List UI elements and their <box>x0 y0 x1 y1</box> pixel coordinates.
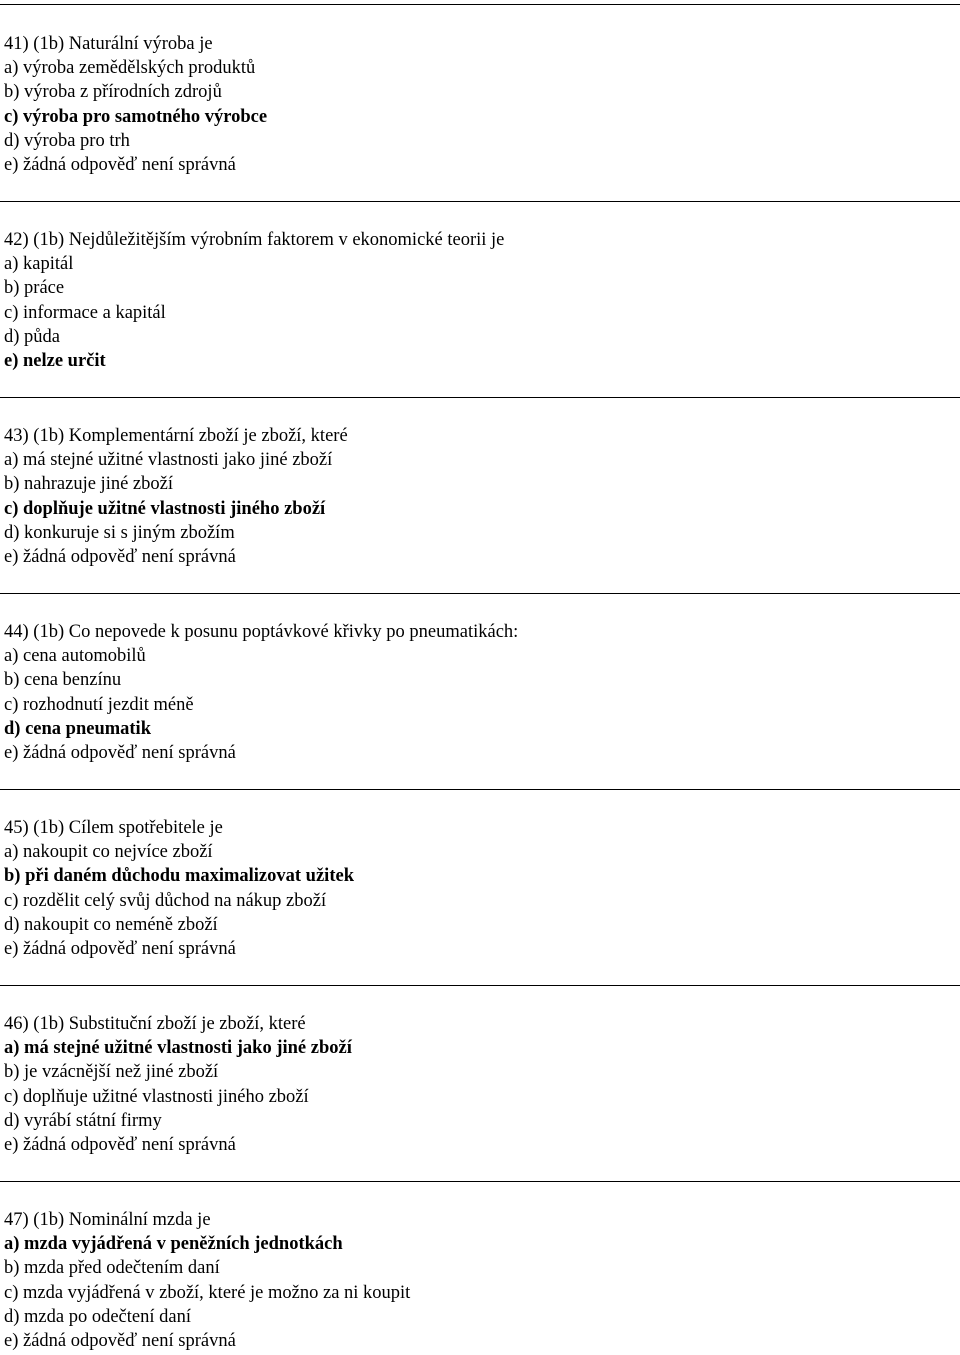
answer-option-c-correct: c) doplňuje užitné vlastnosti jiného zboží <box>4 498 326 519</box>
answer-option-d: d) vyrábí státní firmy <box>4 1110 162 1131</box>
question-heading: 44) (1b) Co nepovede k posunu poptávkové křivky po pneumatikách: <box>4 622 519 642</box>
question-45 <box>4 816 954 961</box>
separator-rule <box>0 4 960 5</box>
answer-option-a: a) cena automobilů <box>4 646 146 667</box>
question-44 <box>4 620 954 765</box>
answer-option-b: b) práce <box>4 278 65 299</box>
answer-option-b: b) cena benzínu <box>4 670 122 691</box>
answer-option-d: d) výroba pro trh <box>4 130 130 151</box>
separator-rule <box>0 789 960 790</box>
separator-rule <box>0 593 960 594</box>
question-42 <box>4 228 954 373</box>
question-41 <box>4 32 954 177</box>
answer-option-e: e) žádná odpověď není správná <box>4 546 236 567</box>
question-heading: 46) (1b) Substituční zboží je zboží, které <box>4 1014 306 1034</box>
answer-option-a: a) má stejné užitné vlastnosti jako jiné zboží <box>4 450 333 471</box>
answer-option-d: d) nakoupit co neméně zboží <box>4 914 218 935</box>
answer-option-c: c) informace a kapitál <box>4 302 166 323</box>
separator-rule <box>0 985 960 986</box>
answer-option-e: e) žádná odpověď není správná <box>4 1330 236 1351</box>
answer-option-a: a) výroba zemědělských produktů <box>4 58 256 79</box>
answer-option-a: a) nakoupit co nejvíce zboží <box>4 842 213 863</box>
answer-option-d: d) mzda po odečtení daní <box>4 1306 191 1327</box>
answer-option-c-correct: c) výroba pro samotného výrobce <box>4 106 268 127</box>
answer-option-c: c) doplňuje užitné vlastnosti jiného zboží <box>4 1086 309 1107</box>
answer-option-b: b) výroba z přírodních zdrojů <box>4 82 222 103</box>
separator-rule <box>0 1181 960 1182</box>
answer-option-b: b) je vzácnější než jiné zboží <box>4 1062 219 1083</box>
answer-option-d-correct: d) cena pneumatik <box>4 718 151 739</box>
question-heading: 45) (1b) Cílem spotřebitele je <box>4 818 223 838</box>
answer-option-e: e) žádná odpověď není správná <box>4 154 236 175</box>
answer-option-e: e) žádná odpověď není správná <box>4 938 236 959</box>
answer-option-e: e) žádná odpověď není správná <box>4 742 236 763</box>
question-47 <box>4 1208 954 1353</box>
answer-option-b: b) nahrazuje jiné zboží <box>4 474 173 495</box>
answer-option-b: b) mzda před odečtením daní <box>4 1258 220 1279</box>
answer-option-b-correct: b) při daném důchodu maximalizovat užitek <box>4 866 354 887</box>
answer-option-c: c) rozhodnutí jezdit méně <box>4 694 194 715</box>
question-heading: 43) (1b) Komplementární zboží je zboží, které <box>4 426 348 446</box>
answer-option-c: c) mzda vyjádřená v zboží, které je možno za ni koupit <box>4 1282 411 1303</box>
answer-option-d: d) konkuruje si s jiným zbožím <box>4 522 235 543</box>
question-heading: 41) (1b) Naturální výroba je <box>4 34 213 54</box>
separator-rule <box>0 397 960 398</box>
question-43 <box>4 424 954 569</box>
question-heading: 47) (1b) Nominální mzda je <box>4 1210 211 1230</box>
separator-rule <box>0 201 960 202</box>
answer-option-a-correct: a) mzda vyjádřená v peněžních jednotkách <box>4 1234 343 1255</box>
question-heading: 42) (1b) Nejdůležitějším výrobním faktorem v ekonomické teorii je <box>4 230 505 250</box>
answer-option-c: c) rozdělit celý svůj důchod na nákup zboží <box>4 890 327 911</box>
answer-option-d: d) půda <box>4 326 60 347</box>
answer-option-e-correct: e) nelze určit <box>4 350 106 371</box>
answer-option-e: e) žádná odpověď není správná <box>4 1134 236 1155</box>
answer-option-a-correct: a) má stejné užitné vlastnosti jako jiné zboží <box>4 1038 352 1059</box>
question-46 <box>4 1012 954 1157</box>
answer-option-a: a) kapitál <box>4 254 74 275</box>
